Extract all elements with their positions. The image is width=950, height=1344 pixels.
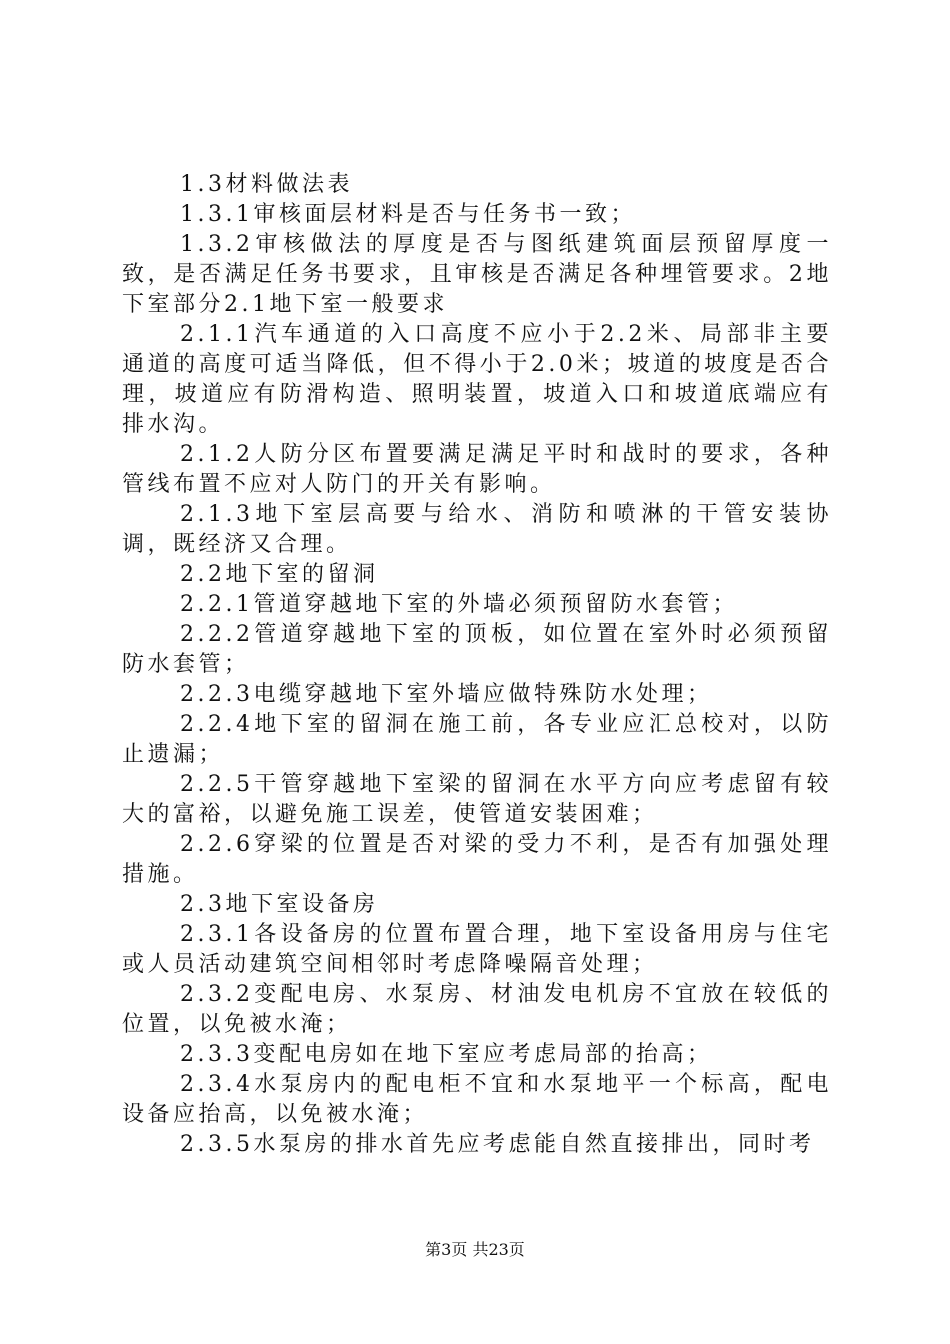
paragraph-2-3-1: 2.3.1各设备房的位置布置合理，地下室设备用房与住宅或人员活动建筑空间相邻时考虑降噪隔音处理； <box>122 922 832 977</box>
document-body <box>122 170 832 1160</box>
paragraph-2-1-2: 2.1.2人防分区布置要满足满足平时和战时的要求，各种管线布置不应对人防门的开关有影响。 <box>122 442 832 497</box>
paragraph-2-2-2: 2.2.2管道穿越地下室的顶板，如位置在室外时必须预留防水套管； <box>122 622 832 677</box>
paragraph-2-1-3: 2.1.3地下室层高要与给水、消防和喷淋的干管安装协调，既经济又合理。 <box>122 502 832 557</box>
paragraph-2-2-5: 2.2.5干管穿越地下室梁的留洞在水平方向应考虑留有较大的富裕，以避免施工误差，使管道安装困难； <box>122 772 832 827</box>
paragraph-1-3: 1.3材料做法表 <box>180 172 353 197</box>
paragraph-2-1-1: 2.1.1汽车通道的入口高度不应小于2.2米、局部非主要通道的高度可适当降低，但不得小于2.0米；坡道的坡度是否合理，坡道应有防滑构造、照明装置，坡道入口和坡道底端应有排水沟。 <box>122 322 832 437</box>
paragraph-2-2-4: 2.2.4地下室的留洞在施工前，各专业应汇总校对，以防止遗漏； <box>122 712 832 767</box>
paragraph-2-3-5: 2.3.5水泵房的排水首先应考虑能自然直接排出，同时考 <box>180 1132 815 1157</box>
heading-2-2: 2.2地下室的留洞 <box>180 562 379 587</box>
paragraph-2-2-1: 2.2.1管道穿越地下室的外墙必须预留防水套管； <box>180 592 738 617</box>
page-number-footer: 第3页 共23页 <box>425 1240 525 1259</box>
heading-2-3: 2.3地下室设备房 <box>180 892 379 917</box>
paragraph-2-3-3: 2.3.3变配电房如在地下室应考虑局部的抬高； <box>180 1042 713 1067</box>
paragraph-2-2-6: 2.2.6穿梁的位置是否对梁的受力不利，是否有加强处理措施。 <box>122 832 832 887</box>
paragraph-2-3-2: 2.3.2变配电房、水泵房、材油发电机房不宜放在较低的位置，以免被水淹； <box>122 982 832 1037</box>
paragraph-2-2-3: 2.2.3电缆穿越地下室外墙应做特殊防水处理； <box>180 682 713 707</box>
paragraph-2-3-4: 2.3.4水泵房内的配电柜不宜和水泵地平一个标高，配电设备应抬高，以免被水淹； <box>122 1072 832 1127</box>
paragraph-1-3-1: 1.3.1审核面层材料是否与任务书一致； <box>180 202 636 227</box>
paragraph-1-3-2: 1.3.2审核做法的厚度是否与图纸建筑面层预留厚度一致，是否满足任务书要求，且审核是否满足各种埋管要求。2地下室部分2.1地下室一般要求 <box>122 232 832 317</box>
